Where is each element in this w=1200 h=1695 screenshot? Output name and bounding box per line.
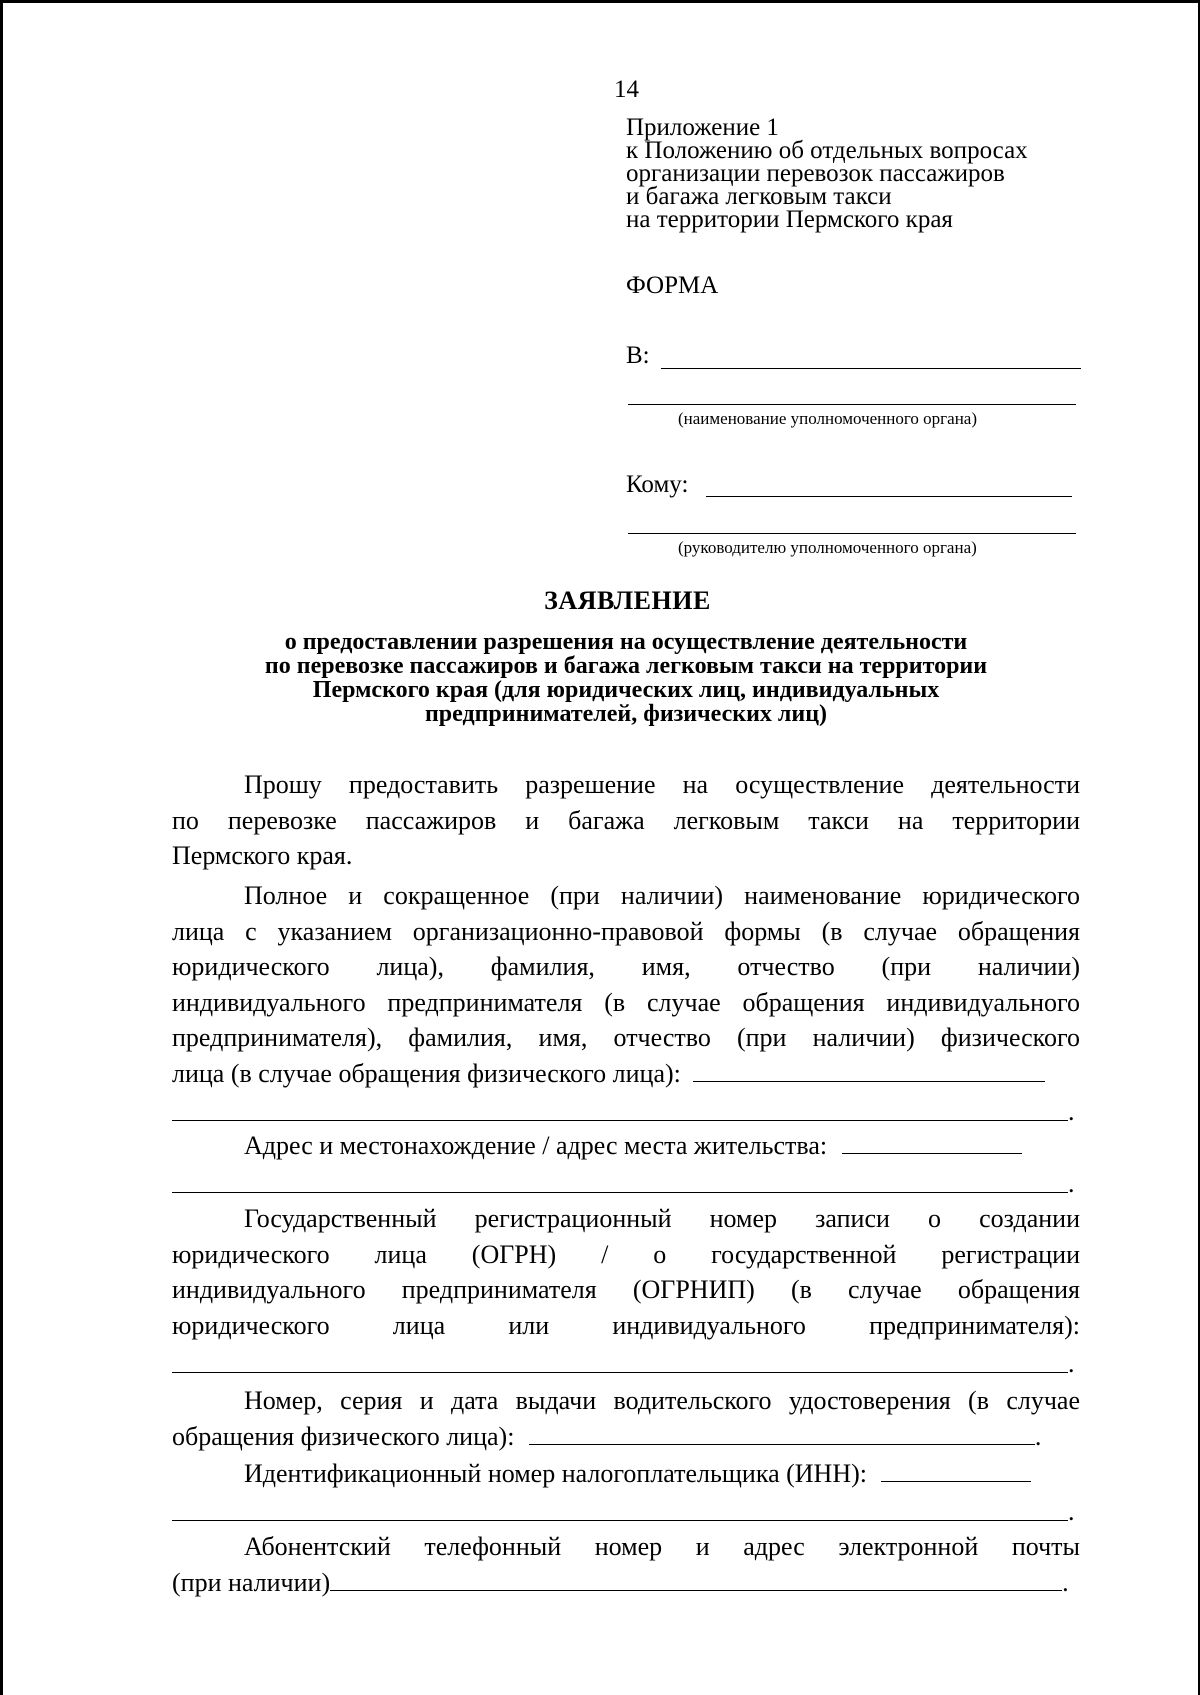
text-line: лица с указанием организационно-правовой формы (в случае обращения [172, 916, 1080, 946]
appendix-line: Приложение 1 [626, 114, 779, 141]
whom-caption: (руководителю уполномоченного органа) [678, 538, 977, 557]
subtitle-line: по перевозке пассажиров и багажа легковым такси на территории [264, 653, 988, 679]
text-line-label: Адрес и местонахождение / адрес места жительства: [244, 1131, 828, 1160]
line-period: . [1034, 1421, 1042, 1451]
text-line: по перевозке пассажиров и багажа легковым такси на территории [172, 805, 1080, 835]
scan-border-top [0, 0, 1200, 3]
text-line: юридического лица (ОГРН) / о государственной регистрации [172, 1239, 1080, 1269]
address-field-row [172, 1164, 1080, 1200]
appendix-line: к Положению об отдельных вопросах [626, 137, 1028, 164]
inn-field[interactable] [881, 1459, 1031, 1482]
text-line: Пермского края. [172, 841, 353, 870]
text-line: индивидуального предпринимателя (в случае обращения индивидуального [172, 987, 1080, 1017]
text-line [172, 1128, 1080, 1164]
text-line-label: (при наличии) [172, 1567, 331, 1597]
applicant-name-field[interactable] [693, 1059, 1045, 1082]
subtitle-line: предпринимателей, физических лиц) [424, 701, 828, 727]
text-line [172, 1056, 1080, 1092]
applicant-name-field-row [172, 1091, 1080, 1127]
document-title: ЗАЯВЛЕНИЕ [544, 586, 711, 615]
page-number: 14 [614, 76, 639, 103]
line-period: . [1068, 1096, 1075, 1126]
subtitle-line: о предоставлении разрешения на осуществление деятельности [284, 629, 968, 655]
paragraph-address [172, 1128, 1080, 1199]
text-line: Государственный регистрационный номер записи о создании [244, 1204, 1080, 1233]
line-period: . [1062, 1567, 1069, 1597]
applicant-name-field-line-2[interactable] [172, 1120, 1068, 1121]
text-line: Полное и сокращенное (при наличии) наименование юридического [244, 881, 1080, 910]
to-label: В: [626, 342, 650, 369]
text-line [172, 1565, 1080, 1601]
subtitle-line: Пермского края (для юридических лиц, индивидуальных [312, 677, 940, 703]
inn-field-row [172, 1492, 1080, 1528]
whom-field-line[interactable] [706, 496, 1072, 497]
text-line-label: лица (в случае обращения физического лица): [172, 1058, 681, 1088]
appendix-line: на территории Пермского края [626, 206, 953, 233]
document-subtitle [170, 630, 1082, 726]
line-period: . [1068, 1348, 1075, 1378]
text-line: Номер, серия и дата выдачи водительского удостоверения (в случае [244, 1386, 1080, 1415]
text-line: юридического лица), фамилия, имя, отчество (при наличии) [172, 952, 1080, 981]
text-line: предпринимателя), фамилия, имя, отчество (при наличии) физического [172, 1023, 1080, 1052]
text-line [172, 1419, 1080, 1455]
paragraph-ogrn [172, 1201, 1080, 1379]
paragraph-inn [172, 1456, 1080, 1527]
text-line: юридического лица или индивидуального предпринимателя): [172, 1310, 1080, 1340]
text-line: Абонентский телефонный номер и адрес электронной почты [244, 1532, 1080, 1561]
text-line [172, 1456, 1080, 1492]
license-field[interactable] [529, 1422, 1035, 1445]
paragraph-contacts [172, 1529, 1080, 1600]
to-field-line[interactable] [661, 368, 1081, 369]
paragraph-license [172, 1383, 1080, 1454]
text-line: индивидуального предпринимателя (ОГРНИП) (в случае обращения [172, 1275, 1080, 1304]
to-caption: (наименование уполномоченного органа) [678, 409, 978, 428]
line-period: . [1068, 1169, 1075, 1198]
text-line-label: обращения физического лица): [172, 1421, 515, 1451]
line-period: . [1068, 1497, 1075, 1526]
scan-border-left [0, 0, 3, 1695]
whom-field-line-2[interactable] [628, 533, 1076, 534]
paragraph-applicant-name [172, 878, 1080, 1127]
text-line-label: Идентификационный номер налогоплательщика (ИНН): [244, 1459, 867, 1488]
appendix-line: организации перевозок пассажиров [626, 160, 1005, 187]
to-field-line-2[interactable] [628, 404, 1076, 405]
text-line: Прошу предоставить разрешение на осуществление деятельности [244, 770, 1080, 799]
contacts-field[interactable] [330, 1568, 1062, 1591]
appendix-line: и багажа легковым такси [626, 183, 892, 210]
address-field-line-2[interactable] [172, 1192, 1068, 1193]
ogrn-field-row [172, 1343, 1080, 1379]
appendix-header [626, 116, 1028, 231]
inn-field-line-2[interactable] [172, 1520, 1068, 1521]
address-field[interactable] [842, 1131, 1022, 1154]
whom-label: Кому: [626, 471, 689, 498]
forma-label: ФОРМА [626, 272, 719, 299]
ogrn-field-line[interactable] [172, 1372, 1068, 1373]
paragraph-request [172, 767, 1080, 874]
